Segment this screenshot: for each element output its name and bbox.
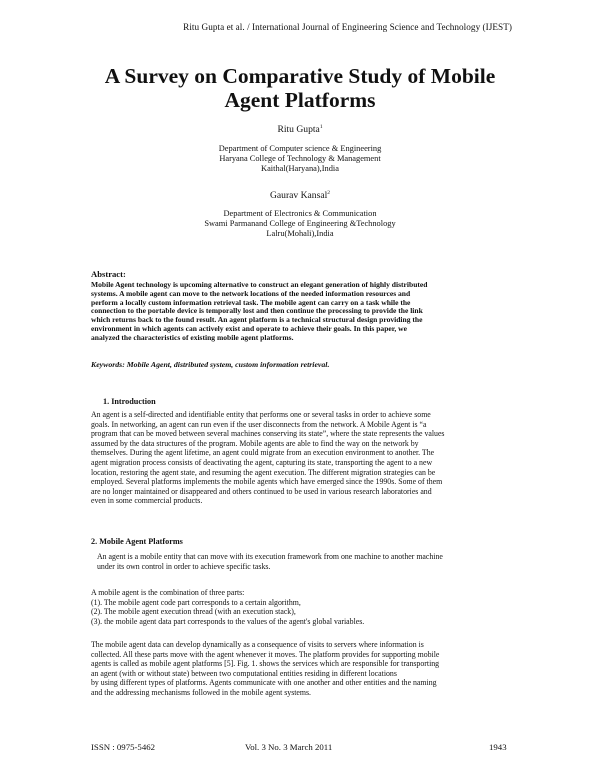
footer-volume: Vol. 3 No. 3 March 2011 xyxy=(245,742,333,752)
body-line: agent migration process consists of deactivating the agent, capturing its state, transporting the agent to a new xyxy=(91,457,433,467)
abstract-line: which returns back to the found result. An agent platform is a technical structural design providing the xyxy=(91,315,423,325)
author-2-sup: 2 xyxy=(327,190,331,196)
section-2-intro xyxy=(97,552,510,571)
body-line: agents is called as mobile agent platforms [5]. Fig. 1. shows the services which are responsible for transporting xyxy=(91,659,440,669)
author-2-block xyxy=(90,190,510,239)
list-item: (3). the mobile agent data part corresponds to the values of the agent's global variables. xyxy=(91,616,365,626)
paper-title xyxy=(60,64,540,112)
abstract-line: perform a locally custom information retrieval task. The mobile agent can carry on a task while the xyxy=(91,297,411,307)
author-2-name xyxy=(90,190,510,201)
body-line: employed. Several platforms implements the mobile agents which have emerged since the 1990s. Some of them xyxy=(91,477,443,487)
author-2-name-text: Gaurav Kansal xyxy=(269,190,328,201)
list-item: (2). The mobile agent execution thread (with an execution stack), xyxy=(91,607,296,617)
body-line: location, restoring the agent state, and resuming the agent execution. The different migration strategies can be xyxy=(91,467,436,477)
abstract-body xyxy=(91,281,510,343)
title-line-1: A Survey on Comparative Study of Mobile xyxy=(104,64,496,88)
body-line: are no longer maintained or disappeared and others continued to be used in various research laboratories and xyxy=(91,486,432,496)
author-2-affiliation xyxy=(90,209,510,239)
author-2-affil-line-1: Department of Electronics & Communication xyxy=(223,209,377,218)
author-1-affil-line-1: Department of Computer science & Engineering xyxy=(218,144,382,153)
abstract-heading: Abstract: xyxy=(91,269,126,279)
abstract-line: systems. A mobile agent can move to the network locations of the needed information resources and xyxy=(91,288,411,298)
author-1-affil-line-3: Kaithal(Haryana),India xyxy=(261,164,339,173)
body-line: by using different types of platforms. Agents communicate with one another and other entities and the naming xyxy=(91,678,437,688)
body-line: An agent is a self-directed and identifiable entity that performs one or several tasks in order to achieve some xyxy=(91,410,431,419)
section-2-list xyxy=(91,588,510,626)
body-line: an agent (with or without state) between two computational entities residing in different locations xyxy=(91,668,397,678)
abstract-line: connection to the portable device is temporally lost and then continue the processing to provide the link xyxy=(91,306,423,316)
body-line: An agent is a mobile entity that can move with its execution framework from one machine to another machine xyxy=(97,552,443,561)
keywords: Keywords: Mobile Agent, distributed system, custom information retrieval. xyxy=(91,360,330,369)
section-1-heading: 1. Introduction xyxy=(103,397,156,406)
author-1-block xyxy=(90,124,510,174)
author-1-sup: 1 xyxy=(319,124,323,130)
abstract-line: environment in which agents can actively exist and operate to achieve their goals. In this paper, we xyxy=(91,323,407,333)
section-2-heading: 2. Mobile Agent Platforms xyxy=(91,537,183,546)
body-line: program that can be moved between several machines conserving its state”, where the state represents the values xyxy=(91,429,445,439)
body-line: themselves. During the agent lifetime, an agent could migrate from an execution environment to another. The xyxy=(91,448,435,458)
list-item: (1). The mobile agent code part corresponds to a certain algorithm, xyxy=(91,597,301,607)
body-line: goals. In networking, an agent can run even if the user disconnects from the network. A Mobile Agent is “a xyxy=(91,419,427,429)
body-line: even in some commercial products. xyxy=(91,496,203,506)
author-2-affil-line-3: Lalru(Mohali),India xyxy=(266,229,334,238)
body-line: and the addressing mechanisms followed in the mobile agent systems. xyxy=(91,687,312,697)
author-2-affil-line-2: Swami Parmanand College of Engineering &Technology xyxy=(204,219,396,228)
section-1-body xyxy=(91,410,510,506)
body-line: assumed by the data structures of the program. Mobile agents are able to find the way on the network by xyxy=(91,438,419,448)
body-line: The mobile agent data can develop dynamically as a consequence of visits to servers where information is xyxy=(91,640,424,649)
abstract-line: analyzed the characteristics of existing mobile agent platforms. xyxy=(91,332,294,342)
body-line: under its own control in order to achieve specific tasks. xyxy=(97,561,271,571)
author-1-name-text: Ritu Gupta xyxy=(277,124,320,135)
section-2-body xyxy=(91,640,510,698)
list-intro: A mobile agent is the combination of three parts: xyxy=(91,588,245,597)
author-1-name xyxy=(90,124,510,135)
footer-page-number: 1943 xyxy=(489,742,507,752)
body-line: collected. All these parts move with the agent whenever it moves. The platform provides for supporting mobile xyxy=(91,649,440,659)
running-head: Ritu Gupta et al. / International Journal of Engineering Science and Technology (IJEST) xyxy=(183,22,512,32)
title-line-2: Agent Platforms xyxy=(224,88,376,112)
author-1-affiliation xyxy=(90,144,510,174)
author-1-affil-line-2: Haryana College of Technology & Management xyxy=(219,154,381,163)
abstract-line: Mobile Agent technology is upcoming alternative to construct an elegant generation of highly distributed xyxy=(91,280,428,289)
footer-issn: ISSN : 0975-5462 xyxy=(91,742,156,752)
